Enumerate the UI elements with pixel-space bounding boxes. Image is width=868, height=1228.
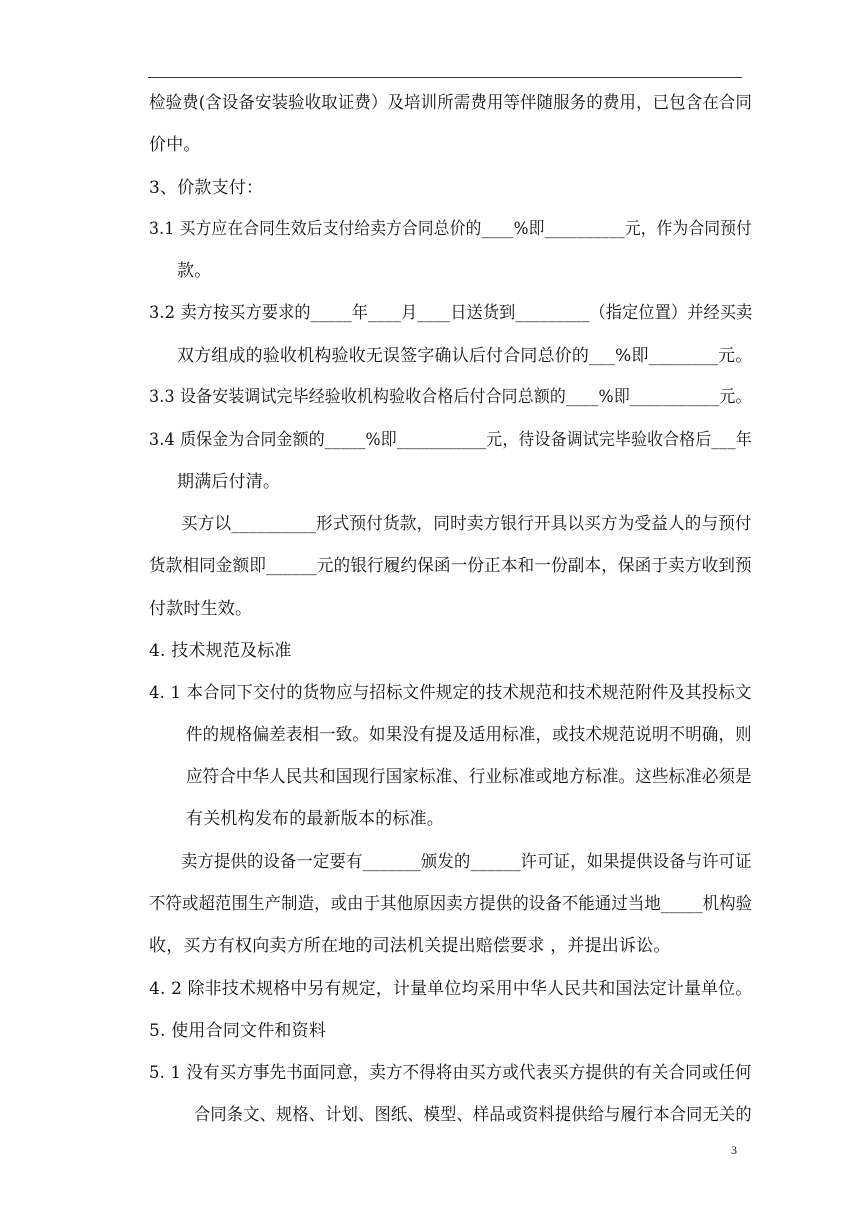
text-line: 货款相同金额即______元的银行履约保函一份正本和一份副本，保函于卖方收到预 [149,556,752,576]
text-line: 件的规格偏差表相一致。如果没有提及适用标准，或技术规范说明不明确，则 [186,725,752,745]
paragraph-line: 买方以__________形式预付货款，同时卖方银行开具以买方为受益人的与预付 [181,514,752,534]
text-line: 双方组成的验收机构验收无误签字确认后付合同总价的___%即________元。 [177,346,753,366]
section-heading: 3、价款支付： [149,178,264,198]
page-number: 3 [731,1143,737,1157]
text-line: 期满后付清。 [177,472,281,492]
paragraph-line: 卖方提供的设备一定要有_______颁发的______许可证，如果提供设备与许可证 [181,852,752,872]
clause-3-2: 3.2 卖方按买方要求的_____年____月____日送货到_________（指定位置）并经买卖 [149,303,753,323]
clause-4-1: 4. 1 本合同下交付的货物应与招标文件规定的技术规范和技术规范附件及其投标文 [149,683,752,703]
clause-5-1: 5. 1 没有买方事先书面同意，卖方不得将由买方或代表买方提供的有关合同或任何 [149,1063,752,1083]
section-heading: 5. 使用合同文件和资料 [149,1021,327,1041]
text-line: 不符或超范围生产制造，或由于其他原因卖方提供的设备不能通过当地_____机构验 [149,894,753,914]
header-rule [148,77,742,78]
clause-3-4: 3.4 质保金为合同金额的_____%即___________元，待设备调试完毕验收合格后___年 [149,430,752,450]
text-line: 应符合中华人民共和国现行国家标准、行业标准或地方标准。这些标准必须是 [186,767,752,787]
text-line: 检验费(含设备安装验收取证费）及培训所需费用等伴随服务的费用，已包含在合同 [149,93,753,113]
text-line: 有关机构发布的最新版本的标准。 [186,809,444,829]
text-line: 收，买方有权向卖方所在地的司法机关提出赔偿要求 ，并提出诉讼。 [149,936,671,956]
clause-4-2: 4. 2 除非技术规格中另有规定，计量单位均采用中华人民共和国法定计量单位。 [149,979,753,999]
text-line: 价中。 [149,135,201,155]
section-heading: 4. 技术规范及标准 [149,641,292,661]
text-line: 合同条文、规格、计划、图纸、模型、样品或资料提供给与履行本合同无关的 [194,1105,752,1125]
clause-3-3: 3.3 设备安装调试完毕经验收机构验收合格后付合同总额的____%即___________元。 [149,387,752,407]
clause-3-1: 3.1 买方应在合同生效后支付给卖方合同总价的____%即__________元，作为合同预付 [149,219,752,239]
text-line: 付款时生效。 [149,599,253,619]
text-line: 款。 [177,261,212,281]
